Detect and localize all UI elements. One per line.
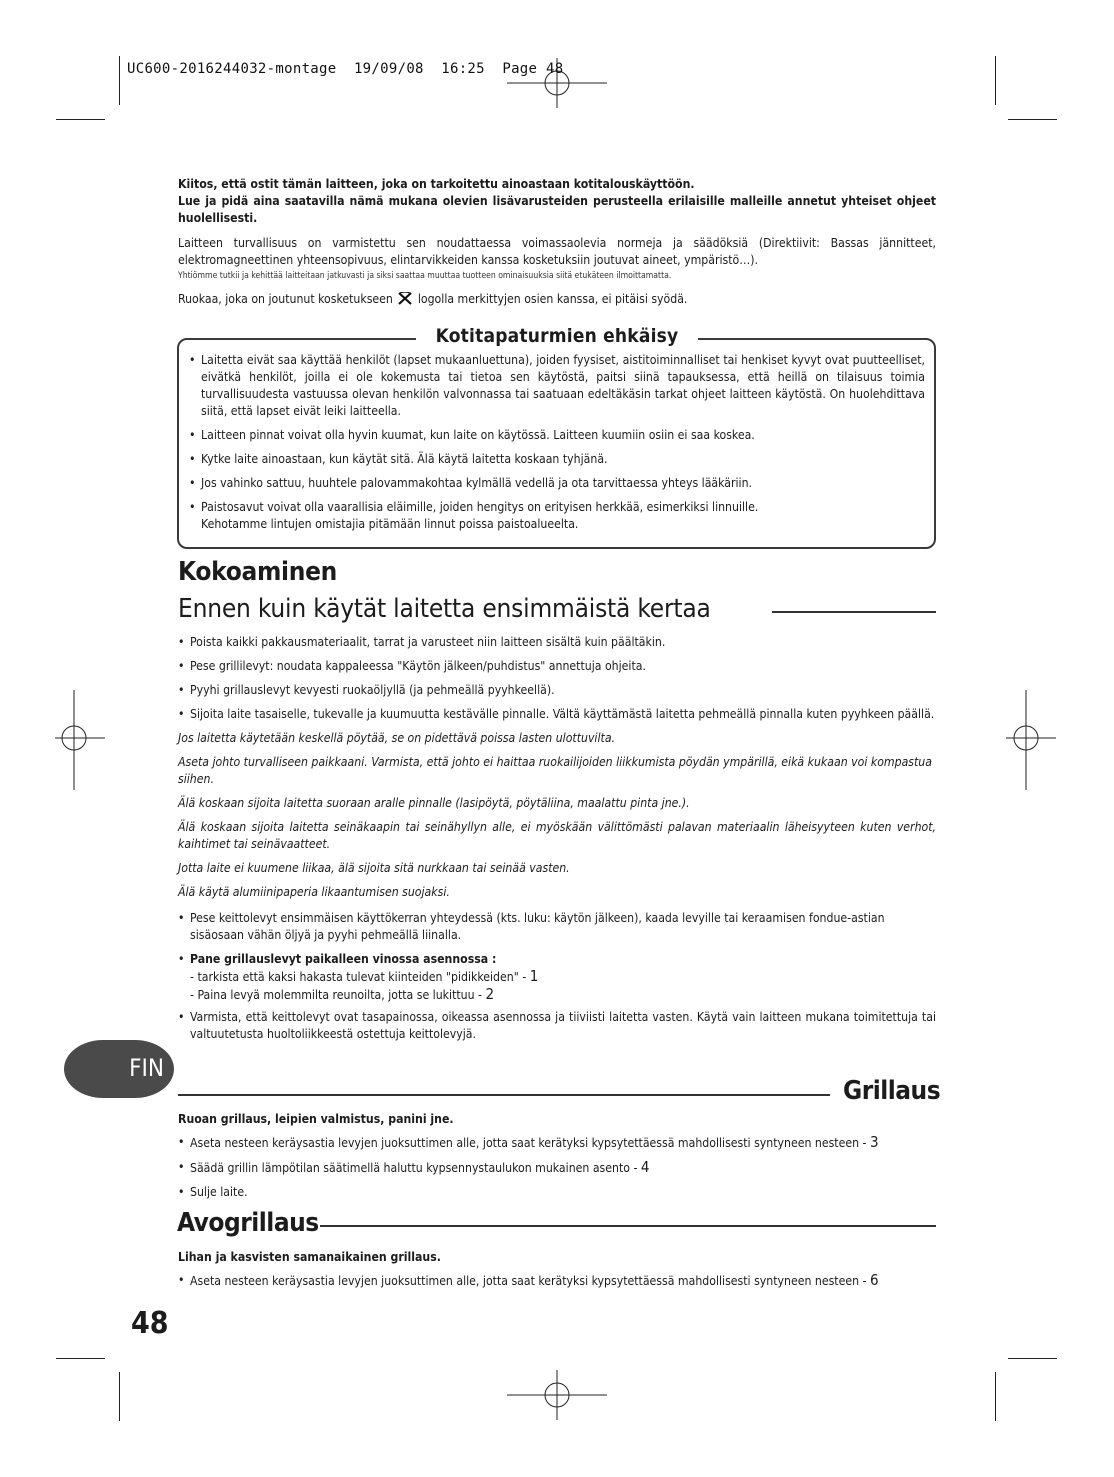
accident-item: • Laitteen pinnat voivat olla hyvin kuumat, kun laite on käytössä. Laitteen kuumiin osiin ei saa koskea. (189, 427, 925, 444)
open-grill-section (178, 1249, 938, 1297)
figure-ref: 2 (485, 985, 495, 1003)
food-contact-logo-icon (397, 292, 413, 305)
grilling-item-text: Säädä grillin lämpötilan säätimellä haluttu kypsennystaulukon mukainen asento - (190, 1161, 638, 1175)
first-use-list (178, 634, 936, 723)
accident-title-wrap (0, 325, 1114, 347)
accident-item: • Laitetta eivät saa käyttää henkilöt (lapset mukaanluettuna), joiden fyysiset, aistitoiminnalliset tai henkiset kyvyt ovat puutteelliset, eivätkä henkilöt, joilla ei ole kokemusta tai tietoa sen käytöstä, paitsi siinä tapauksessa, että heillä on tilaisuus toimia turvallisuudesta vastuussa olevan henkilön valvonnassa tai saatuaan edeltäkäsin tarkat ohjeet laitteen käytöstä. On huolehdittava siitä, että lapset eivät leiki laitteella. (189, 352, 925, 420)
accident-item-line: Paistosavut voivat olla vaarallisia eläimille, joiden hengitys on erityisen herkkää, esimerkiksi linnuille. (201, 500, 759, 514)
warning-note: Jotta laite ei kuumene liikaa, älä sijoita sitä nurkkaan tai seinää vasten. (178, 861, 570, 875)
warning-note: Älä käytä alumiinipaperia likaantumisen suojaksi. (178, 885, 450, 899)
figure-ref: 1 (529, 967, 539, 985)
assembly-heading: Kokoaminen (178, 557, 338, 587)
warning-note: Älä koskaan sijoita laitetta suoraan aralle pinnalle (lasipöytä, pöytäliina, maalattu pinta jne.). (178, 796, 690, 810)
open-grill-item-text: Aseta nesteen keräysastia levyjen juoksuttimen alle, jotta saat kerätyksi kypsytettäessä mahdollisesti syntyneen nesteen - (190, 1274, 867, 1288)
intro-food-after: logolla merkittyjen osien kanssa, ei pitäisi syödä. (417, 292, 688, 306)
print-slug: UC600-2016244032-montage 19/09/08 16:25 Page 48 (127, 61, 564, 77)
accident-list-wrap (189, 352, 925, 533)
first-use-item: • Poista kaikki pakkausmateriaalit, tarrat ja varusteet niin laitteen sisältä kuin päältäkin. (178, 634, 936, 651)
first-use-item: • Sijoita laite tasaiselle, tukevalle ja kuumuutta kestävälle pinnalle. Vältä käyttämästä laitetta pehmeällä pinnalla kuten pyyhkeen päällä. (178, 706, 936, 723)
place-plates-step: - tarkista että kaksi hakasta tulevat kiinteiden "pidikkeiden" - (190, 970, 527, 984)
intro-section (178, 176, 936, 308)
intro-read-instructions: Lue ja pidä aina saatavilla nämä mukana olevien lisävarusteiden perusteella erilaisille malleille annetut yhteiset ohjeet huolellisesti. (178, 194, 936, 225)
page-number: 48 (131, 1306, 169, 1341)
grilling-item (178, 1134, 938, 1152)
registration-mark-right (1006, 690, 1056, 790)
open-grill-subtitle: Lihan ja kasvisten samanaikainen grillaus. (178, 1250, 441, 1264)
figure-ref: 4 (640, 1158, 650, 1176)
warning-note: Aseta johto turvalliseen paikkaani. Varmista, että johto ei haittaa ruokailijoiden liikkumista pöydän ympärillä, eikä kukaan voi kompastua siihen. (178, 755, 932, 786)
registration-mark-bottom (507, 1370, 607, 1420)
place-plates-item (178, 951, 936, 1004)
first-use-item: • Pyyhi grillauslevyt kevyesti ruokaöljyllä (ja pehmeällä pyyhkeellä). (178, 682, 936, 699)
grilling-item-text: Aseta nesteen keräysastia levyjen juoksuttimen alle, jotta saat kerätyksi kypsytettäessä mahdollisesti syntyneen nesteen - (190, 1136, 867, 1150)
open-grill-heading: Avogrillaus (177, 1208, 319, 1238)
grilling-list (178, 1134, 938, 1201)
warning-note: Jos laitetta käytetään keskellä pöytää, se on pidettävä poissa lasten ulottuvilta. (178, 731, 616, 745)
plates-list (178, 910, 936, 1043)
open-grill-list (178, 1272, 938, 1290)
check-plates-item: • Varmista, että keittolevyt ovat tasapainossa, oikeassa asennossa ja tiiviisti laitetta vasten. Käytä vain laitteen mukana toimitettuja tai valtuutetusta huoltoliikkeestä ostettuja keittolevyjä. (178, 1009, 936, 1043)
accident-item: • Jos vahinko sattuu, huuhtele palovammakohtaa kylmällä vedellä ja ota tarvittaessa yhteys lääkäriin. (189, 475, 925, 492)
wash-plates-item: • Pese keittolevyt ensimmäisen käyttökerran yhteydessä (kts. luku: käytön jälkeen), kaada levyille tai keraamisen fondue-astian sisäosaan vähän öljyä ja pyyhi pehmeällä liinalla. (178, 910, 936, 944)
intro-small-print: Yhtiömme tutkii ja kehittää laitteitaan jatkuvasti ja siksi saattaa muuttaa tuotteen ominaisuuksia siitä etukäteen ilmoittamatta. (178, 271, 672, 281)
warning-note: Älä koskaan sijoita laitetta seinäkaapin tai seinähyllyn alle, ei myöskään välittömästi palavan materiaalin läheisyyteen kuten verhot, kaihtimet tai seinävaatteet. (178, 820, 936, 851)
first-use-heading: Ennen kuin käytät laitetta ensimmäistä kertaa (178, 594, 711, 624)
intro-safety: Laitteen turvallisuus on varmistettu sen noudattaessa voimassaolevia normeja ja säädöksiä (Direktiivit: Bassas jännitteet, elektromagneettinen yhteensopivuus, elintarvikkeiden kanssa kosketuksiin joutuvat aineet, ympäristö…). (178, 236, 936, 267)
figure-ref: 3 (869, 1133, 879, 1151)
intro-food-note (178, 291, 936, 308)
figure-ref: 6 (869, 1271, 879, 1289)
grilling-item (178, 1184, 938, 1201)
place-plates-step: - Paina levyä molemmilta reunoilta, jotta se lukittuu - (190, 988, 483, 1002)
language-tab: FIN (64, 1040, 174, 1098)
accident-item (189, 499, 925, 533)
accident-list (189, 352, 925, 533)
accident-prevention-title: Kotitapaturmien ehkäisy (416, 325, 699, 347)
grilling-item (178, 1159, 938, 1177)
grilling-item-text: Sulje laite. (190, 1185, 248, 1199)
accident-item-line: Kehotamme lintujen omistajia pitämään linnut poissa paistoalueelta. (201, 517, 579, 531)
first-use-item: • Pese grillilevyt: noudata kappaleessa "Käytön jälkeen/puhdistus" annettuja ohjeita. (178, 658, 936, 675)
first-use-section (178, 634, 936, 1050)
registration-mark-left (55, 690, 105, 790)
accident-item: • Kytke laite ainoastaan, kun käytät sitä. Älä käytä laitetta koskaan tyhjänä. (189, 451, 925, 468)
grilling-heading: Grillaus (843, 1076, 941, 1106)
place-plates-title: Pane grillauslevyt paikalleen vinossa asennossa : (190, 952, 497, 966)
grilling-subtitle: Ruoan grillaus, leipien valmistus, panini jne. (178, 1112, 454, 1126)
intro-food-before: Ruokaa, joka on joutunut kosketukseen (178, 292, 393, 306)
grilling-section (178, 1111, 938, 1208)
intro-thanks: Kiitos, että ostit tämän laitteen, joka on tarkoitettu ainoastaan kotitalouskäyttöön. (178, 177, 695, 191)
open-grill-item (178, 1272, 938, 1290)
